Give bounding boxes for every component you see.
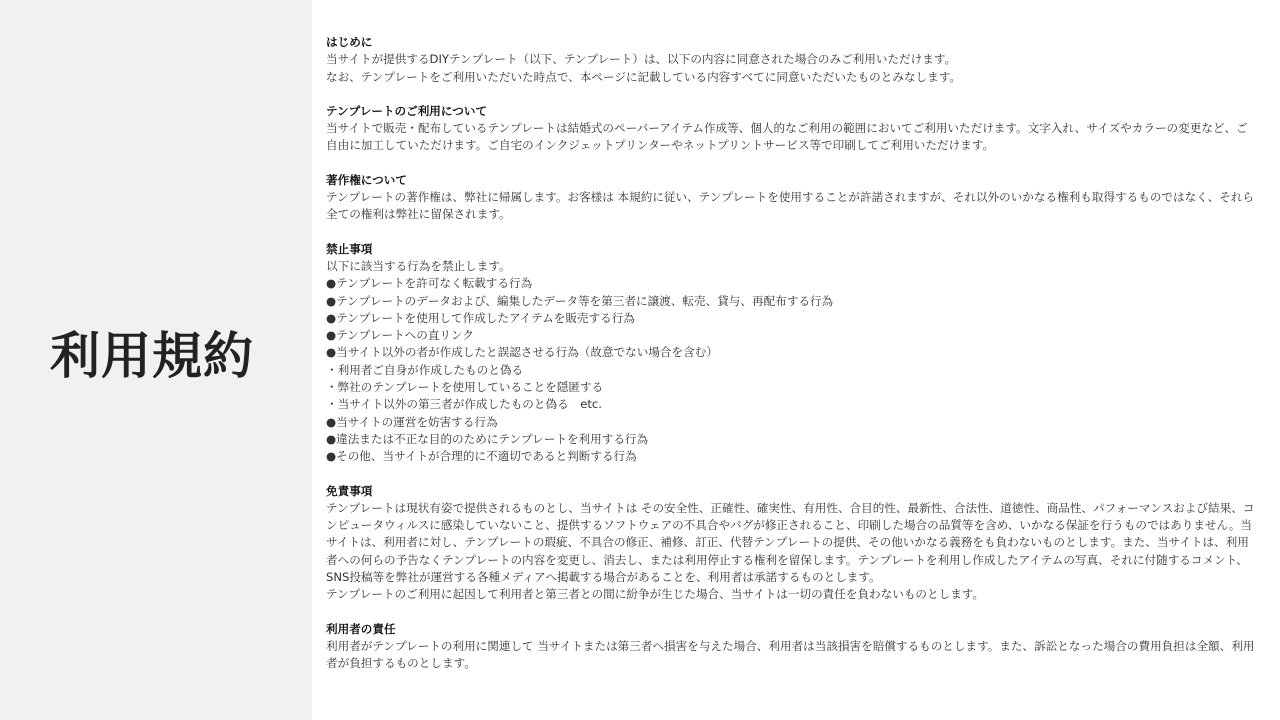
section-heading-prohibited: 禁止事項 — [326, 241, 373, 256]
section-responsibility — [326, 621, 1256, 673]
section-heading-intro: はじめに — [326, 35, 373, 49]
section-disclaimer — [326, 483, 1256, 604]
page-title: 利用規約 — [50, 327, 254, 385]
list-item: ・利用者ご自身が作成したものと偽る — [326, 362, 524, 377]
list-item: ・弊社のテンプレートを使用していることを隠匿する — [326, 380, 604, 395]
list-item: ●違法または不正な目的のためにテンプレートを利用する行為 — [326, 431, 649, 446]
usage-paragraph: 当サイトで販売・配布しているテンプレートは結婚式のペーパーアイテム作成等、個人的なご利用の範囲においてご利用いただけます。文字入れ、サイズやカラーの変更など、ご自由に加工していただけます。ご自宅のインクジェットプリンターやネットプリントサービス等で印刷してご利用いただけます。 — [326, 121, 1248, 153]
list-item: ●テンプレートのデータおよび、編集したデータ等を第三者に譲渡、転売、貸与、再配布する行為 — [326, 293, 834, 308]
section-heading-copyright: 著作権について — [326, 172, 407, 187]
list-item: ●当サイトの運営を妨害する行為 — [326, 414, 498, 429]
section-heading-disclaimer: 免責事項 — [326, 483, 373, 498]
section-prohibited — [326, 241, 1256, 466]
disclaimer-paragraph-1: テンプレートは現状有姿で提供されるものとし、当サイトは その安全性、正確性、確実性、有用性、合目的性、最新性、合法性、道徳性、商品性、パフォーマンスおよび結果、コンピュータウィルスに感染していないこと、提供するソフトウェアの不具合やバグが修正されること、印刷した場合の品質等を含め、いかなる保証を行うものではありません。当サイトは、利用者に対し、テンプレートの瑕疵、不具合の修正、補修、訂正、代替テンプレートの提供、その他いかなる義務をも負わないものとします。また、当サイトは、利用者への何らの予告なくテンプレートの内容を変更し、消去し、または利用停止する権利を留保します。テンプレートを利用し作成したアイテムの写真、それに付随するコメント、SNS投稿等を弊社が運営する各種メディアへ掲載する場合があることを、利用者は承諾するものとします。 — [326, 500, 1255, 585]
terms-content — [326, 34, 1256, 690]
section-intro — [326, 34, 1256, 86]
section-copyright — [326, 172, 1256, 224]
list-item: ●その他、当サイトが合理的に不適切であると判断する行為 — [326, 449, 637, 464]
copyright-paragraph: テンプレートの著作権は、弊社に帰属します。お客様は 本規約に従い、テンプレートを使用することが許諾されますが、それ以外のいかなる権利も取得するものではなく、それら全ての権利は弊社に留保されます。 — [326, 190, 1254, 222]
list-item: ●テンプレートへの直リンク — [326, 328, 474, 343]
title-panel — [0, 0, 312, 720]
intro-paragraph-2: なお、テンプレートをご利用いただいた時点で、本ページに記載している内容すべてに同意いただいたものとみなします。 — [326, 69, 961, 84]
list-item: ・当サイト以外の第三者が作成したものと偽る etc. — [326, 397, 602, 412]
section-usage — [326, 103, 1256, 155]
prohibited-list — [326, 275, 1256, 465]
section-heading-responsibility: 利用者の責任 — [326, 621, 396, 636]
list-item: ●テンプレートを使用して作成したアイテムを販売する行為 — [326, 310, 635, 325]
responsibility-paragraph: 利用者がテンプレートの利用に関連して 当サイトまたは第三者へ損害を与えた場合、利用者は当該損害を賠償するものとします。また、訴訟となった場合の費用負担は全額、利用者が負担するものとします。 — [326, 638, 1255, 671]
disclaimer-paragraph-2: テンプレートのご利用に起因して利用者と第三者との間に紛争が生じた場合、当サイトは一切の責任を負わないものとします。 — [326, 587, 985, 602]
intro-paragraph-1: 当サイトが提供するDIYテンプレート（以下、テンプレート）は、以下の内容に同意された場合のみご利用いただけます。 — [326, 52, 957, 67]
prohibited-lead: 以下に該当する行為を禁止します。 — [326, 258, 511, 273]
section-heading-usage: テンプレートのご利用について — [326, 103, 488, 118]
list-item: ●テンプレートを許可なく転載する行為 — [326, 276, 533, 291]
list-item: ●当サイト以外の者が作成したと誤認させる行為（故意でない場合を含む） — [326, 345, 718, 360]
